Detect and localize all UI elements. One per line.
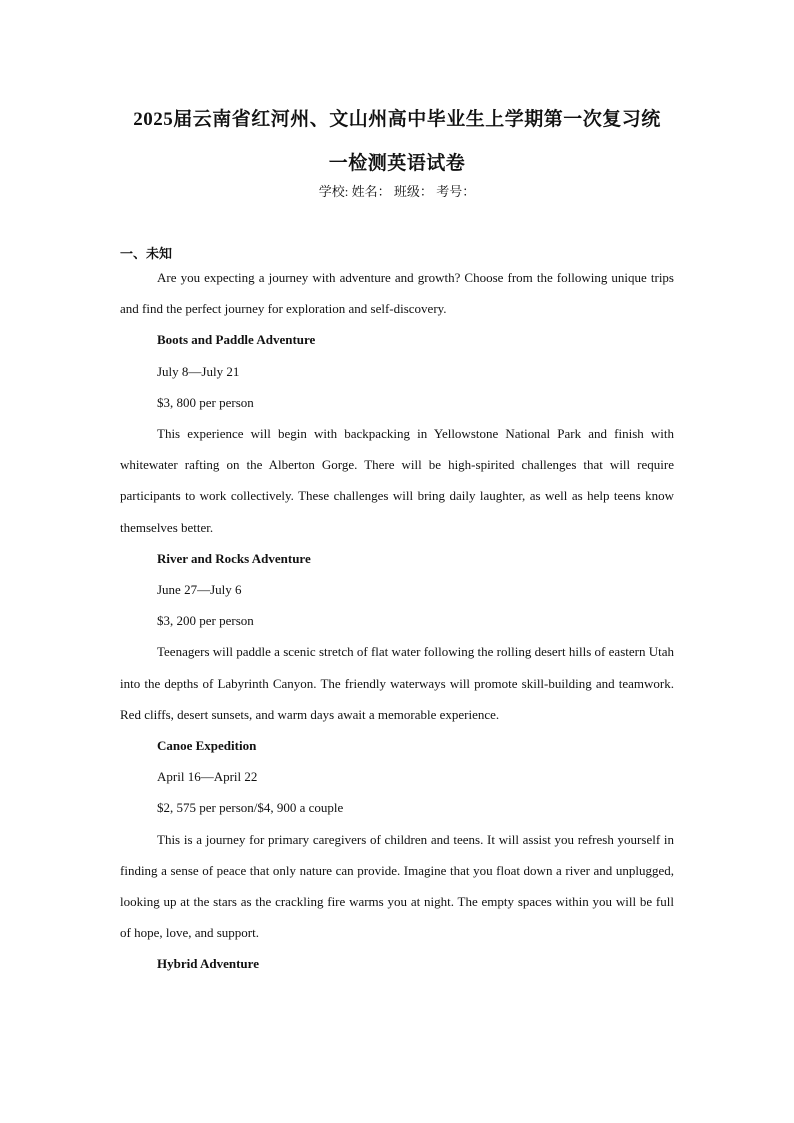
trip-price: $3, 800 per person — [157, 394, 254, 410]
class-label: 班级： — [393, 184, 433, 199]
page-title-line-2: 一检测英语试卷 — [328, 153, 466, 174]
school-label: 学校: — [318, 184, 349, 199]
trip-title: Hybrid Adventure — [157, 956, 259, 972]
passage — [120, 262, 674, 980]
student-info-row — [0, 181, 794, 202]
page-title-line-1: 2025届云南省红河州、文山州高中毕业生上学期第一次复习统 — [133, 109, 661, 130]
trip-price: $2, 575 per person/$4, 900 a couple — [157, 800, 344, 816]
trip-dates: June 27—July 6 — [157, 582, 242, 598]
trip-description: This is a journey for primary caregivers of children and teens. It will assist you refresh yourself in finding a sense of peace that only nature can provide. Imagine that you float down a river and unplugged, looking up at the stars as the crackling fire warms you at night. The empty spaces within you will be full of hope, love, and support. — [120, 831, 674, 941]
trip-price: $3, 200 per person — [157, 613, 254, 629]
trip-title: Boots and Paddle Adventure — [157, 332, 316, 348]
trip-title: Canoe Expedition — [157, 738, 257, 754]
trip-title: River and Rocks Adventure — [157, 550, 311, 566]
trip-description: This experience will begin with backpacking in Yellowstone National Park and finish with whitewater rafting on the Alberton Gorge. There will be high-spirited challenges that will require participants to work collectively. These challenges will bring daily laughter, as well as help teens know themselves better. — [120, 426, 674, 535]
trip-dates: July 8—July 21 — [157, 363, 240, 379]
name-label: 姓名： — [351, 184, 391, 199]
intro-paragraph: Are you expecting a journey with adventure and growth? Choose from the following unique trips and find the perfect journey for exploration and self-discovery. — [120, 270, 674, 317]
exam-number-label: 考号： — [436, 184, 476, 199]
trip-dates: April 16—April 22 — [157, 769, 258, 785]
trip-description: Teenagers will paddle a scenic stretch of flat water following the rolling desert hills of eastern Utah into the depths of Labyrinth Canyon. The friendly waterways will promote skill-building and teamwork. Red cliffs, desert sunsets, and warm days await a memorable experience. — [120, 644, 674, 722]
section-heading: 一、未知 — [120, 246, 173, 261]
